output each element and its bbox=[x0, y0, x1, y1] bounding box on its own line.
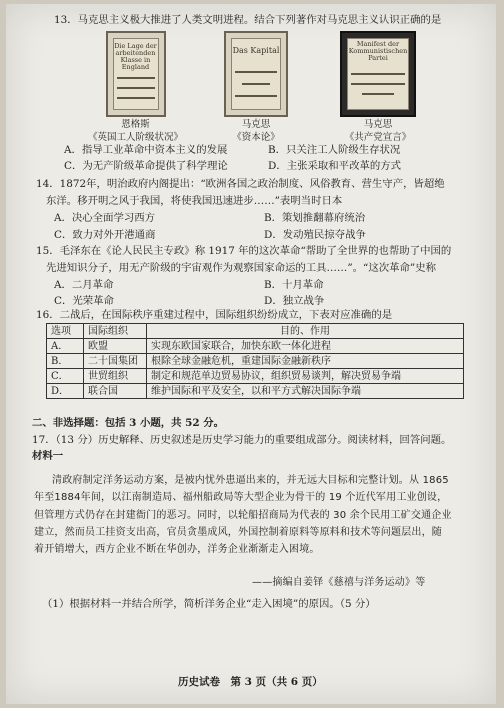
table-header-cell: 目的、作用 bbox=[147, 324, 464, 339]
table-cell: 维护国际和平及安全，以和平方式解决国际争端 bbox=[147, 384, 464, 399]
q14-stem-line1: 14．1872年，明治政府内阁提出：“欧洲各国之政治制度、风俗教育、营生守产，皆超绝 bbox=[36, 178, 445, 190]
table-header-cell: 选项 bbox=[47, 324, 84, 339]
q15-option-d: D．独立战争 bbox=[264, 295, 325, 307]
table-row bbox=[47, 369, 464, 384]
q14-option-b: B．策划推翻幕府统治 bbox=[264, 212, 366, 224]
q16-stem: 16．二战后，在国际秩序重建过程中，国际组织纷纷成立，下表对应准确的是 bbox=[36, 309, 393, 321]
q17-intro: 17．（13 分）历史解释、历史叙述是历史学习能力的重要组成部分。阅读材料，回答问题。 bbox=[32, 434, 452, 446]
q16-table bbox=[46, 323, 464, 399]
material-line: 年至1884年间，以江南制造局、福州船政局等大型企业为骨干的 19 个近代军用工业创设， bbox=[34, 492, 448, 503]
material-label: 材料一 bbox=[32, 450, 64, 462]
table-cell: 实现东欧国家联合，加快东欧一体化进程 bbox=[147, 339, 464, 354]
material-source: ——摘编自姜铎《慈禧与洋务运动》等 bbox=[252, 577, 426, 588]
table-cell: 联合国 bbox=[84, 384, 147, 399]
q15-option-a: A．二月革命 bbox=[54, 279, 114, 291]
book-cover-image: Manifest der Kommunistischen Partei bbox=[340, 31, 416, 117]
q14-stem-line2: 东洋。移开明之风于我国，将使我国迅速进步……”表明当时日本 bbox=[46, 195, 343, 207]
q17-sub1: （1）根据材料一并结合所学，简析洋务企业“走入困境”的原因。（5 分） bbox=[42, 598, 376, 610]
book-title: 《共产党宣言》 bbox=[344, 132, 412, 143]
table-row bbox=[47, 384, 464, 399]
table-cell: D． bbox=[47, 384, 84, 399]
table-cell: 根除全球金融危机，重建国际金融新秩序 bbox=[147, 354, 464, 369]
page-footer: 历史试卷 第 3 页（共 6 页） bbox=[178, 676, 323, 688]
table-cell: 欧盟 bbox=[84, 339, 147, 354]
table-cell: C． bbox=[47, 369, 84, 384]
q15-option-b: B．十月革命 bbox=[264, 279, 324, 291]
book-author: 马克思 bbox=[363, 119, 393, 130]
q14-option-a: A．决心全面学习西方 bbox=[54, 212, 156, 224]
book-cover-image: Das Kapital bbox=[224, 31, 288, 117]
book-author: 马克思 bbox=[241, 119, 271, 130]
table-row bbox=[47, 354, 464, 369]
q15-stem-line1: 15．毛泽东在《论人民民主专政》称 1917 年的这次革命“帮助了全世界的也帮助了中国的 bbox=[36, 245, 452, 257]
material-line: 但管理方式仍存在封建衙门的恶习。同时，以轮船招商局为代表的 30 余个民用工矿交通企业 bbox=[34, 510, 452, 521]
table-cell: B． bbox=[47, 354, 84, 369]
q13-stem: 13．马克思主义极大推进了人类文明进程。结合下列著作对马克思主义认识正确的是 bbox=[54, 14, 442, 26]
book-manifesto bbox=[340, 31, 416, 143]
exam-page bbox=[6, 4, 496, 704]
table-header-row bbox=[47, 324, 464, 339]
book-title: 《资本论》 bbox=[232, 132, 280, 143]
table-cell: 制定和规范单边贸易协议，组织贸易谈判，解决贸易争端 bbox=[147, 369, 464, 384]
table-row bbox=[47, 339, 464, 354]
q15-stem-line2: 先进知识分子，用无产阶级的宇宙观作为观察国家命运的工具……”。“这次革命”史称 bbox=[46, 262, 436, 274]
q14-option-d: D．发动殖民掠夺战争 bbox=[264, 229, 366, 241]
q14-option-c: C．致力对外开港通商 bbox=[54, 229, 156, 241]
section-heading: 二、非选择题：包括 3 小题，共 52 分。 bbox=[32, 417, 225, 429]
material-line: 着开销增大，西方企业不断在华创办，洋务企业渐渐走入困境。 bbox=[34, 544, 320, 555]
book-images bbox=[6, 31, 496, 143]
table-cell: 二十国集团 bbox=[84, 354, 147, 369]
book-title: 《英国工人阶级状况》 bbox=[88, 132, 184, 143]
book-capital bbox=[224, 31, 288, 143]
q13-option-b: B．只关注工人阶级生存状况 bbox=[268, 144, 401, 156]
book-author: 恩格斯 bbox=[121, 119, 150, 130]
table-cell: A． bbox=[47, 339, 84, 354]
table-cell: 世贸组织 bbox=[84, 369, 147, 384]
material-line: 建立，然而员工挂资支出高，官员贪墨成风，外国控制着原料等原料和技术等问题层出，随 bbox=[34, 527, 442, 538]
table-header-cell: 国际组织 bbox=[84, 324, 147, 339]
book-condition-working-class bbox=[88, 31, 183, 143]
q15-option-c: C．光荣革命 bbox=[54, 295, 114, 307]
q13-option-a: A．指导工业革命中资本主义的发展 bbox=[64, 144, 228, 156]
material-line: 清政府制定洋务运动方案，是被内忧外患逼出来的，并无远大目标和完整计划。从 1865 bbox=[52, 475, 449, 486]
book-cover-image: Die Lage der arbeitenden Klasse in England bbox=[106, 31, 166, 117]
q13-option-d: D．主张采取和平改革的方式 bbox=[268, 160, 402, 172]
q13-option-c: C．为无产阶级革命提供了科学理论 bbox=[64, 160, 228, 172]
